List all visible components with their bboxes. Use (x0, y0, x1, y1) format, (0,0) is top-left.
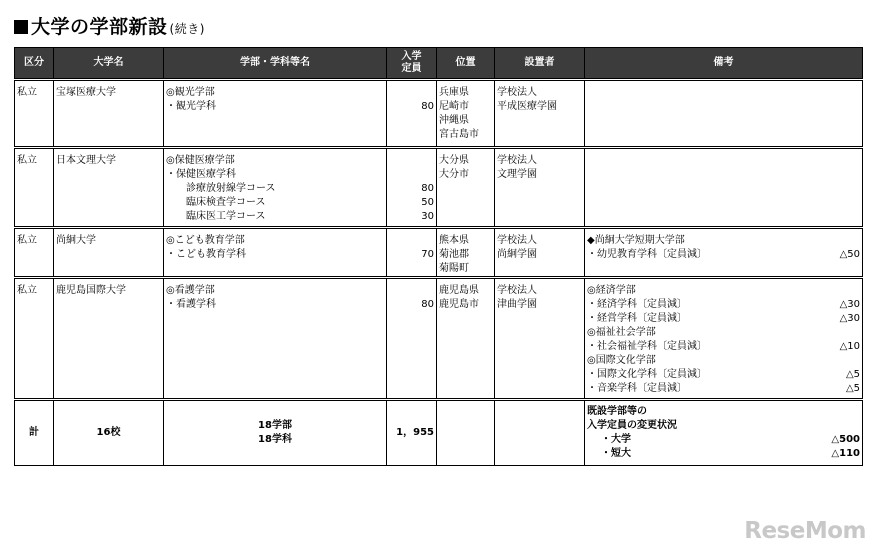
table-row (15, 228, 863, 278)
teiin-value: 70 (421, 249, 434, 260)
gakubu-line: ・観光学科 (166, 101, 216, 112)
biko-line (587, 340, 860, 354)
total-daigaku-line (587, 433, 860, 447)
cell-gakubu (164, 148, 387, 228)
biko-value: △50 (839, 249, 860, 260)
teiin-value (389, 168, 434, 182)
setchisha-line: 津曲学園 (497, 299, 537, 310)
setchisha-line: 学校法人 (497, 87, 537, 98)
gakubu-line: ◎保健医療学部 (166, 155, 235, 166)
ichi-line: 兵庫県 (439, 87, 469, 98)
teiin-value: 80 (421, 183, 434, 194)
setchisha-line: 学校法人 (497, 235, 537, 246)
table-row (15, 278, 863, 400)
cell-gakubu (164, 80, 387, 148)
setchisha-line: 学校法人 (497, 155, 537, 166)
gakubu-line: ・看護学科 (166, 299, 216, 310)
teiin-value (389, 234, 434, 248)
biko-text: ・音楽学科〔定員減〕 (587, 383, 687, 394)
cell-biko (585, 278, 863, 400)
biko-value: △5 (845, 383, 860, 394)
table-row (15, 80, 863, 148)
page-title (14, 12, 205, 39)
cell-daigaku: 宝塚医療大学 (54, 80, 164, 148)
square-bullet-icon (14, 20, 28, 34)
gakubu-line: ◎観光学部 (166, 87, 215, 98)
ichi-line: 大分県 (439, 155, 469, 166)
biko-value: △5 (845, 369, 860, 380)
teiin-value (389, 154, 434, 168)
biko-line (587, 368, 860, 382)
biko-line (587, 248, 860, 262)
resemom-logo: ReseMom (744, 518, 866, 544)
total-gakubu (164, 400, 387, 466)
header-setchisha: 設置者 (495, 48, 585, 80)
biko-line (587, 326, 860, 340)
header-gakubu: 学部・学科等名 (164, 48, 387, 80)
gakubu-line: ・こども教育学科 (166, 249, 246, 260)
cell-ichi (437, 148, 495, 228)
total-schools: 16校 (54, 400, 164, 466)
teiin-value: 30 (421, 211, 434, 222)
cell-ichi (437, 278, 495, 400)
cell-teiin (387, 80, 437, 148)
ichi-line: 尼崎市 (439, 101, 469, 112)
cell-ichi (437, 228, 495, 278)
teiin-value (389, 86, 434, 100)
total-label: 計 (15, 400, 54, 466)
biko-text: ・幼児教育学科〔定員減〕 (587, 249, 707, 260)
cell-kubun: 私立 (15, 148, 54, 228)
biko-line (587, 354, 860, 368)
new-faculties-table (14, 47, 863, 466)
header-teiin (387, 48, 437, 80)
cell-daigaku: 日本文理大学 (54, 148, 164, 228)
teiin-value: 80 (421, 299, 434, 310)
cell-setchisha (495, 278, 585, 400)
gakubu-line: 診療放射線学コース (186, 183, 276, 194)
header-teiin-2: 定員 (401, 63, 422, 74)
biko-text: ◆尚絅大学短期大学部 (587, 235, 685, 246)
biko-line (587, 382, 860, 396)
biko-text: ・経済学科〔定員減〕 (587, 299, 687, 310)
cell-kubun: 私立 (15, 80, 54, 148)
ichi-line: 沖縄県 (439, 115, 469, 126)
setchisha-line: 学校法人 (497, 285, 537, 296)
biko-text: ◎福祉社会学部 (587, 327, 656, 338)
biko-text: ◎国際文化学部 (587, 355, 656, 366)
biko-value: △10 (839, 341, 860, 352)
cell-kubun: 私立 (15, 278, 54, 400)
ichi-line: 菊池郡 (439, 249, 469, 260)
cell-kubun: 私立 (15, 228, 54, 278)
total-tandai-value: △110 (831, 448, 860, 459)
biko-text: ・経営学科〔定員減〕 (587, 313, 687, 324)
biko-line (587, 312, 860, 326)
cell-gakubu (164, 278, 387, 400)
cell-setchisha (495, 228, 585, 278)
setchisha-line: 尚絅学園 (497, 249, 537, 260)
cell-daigaku: 鹿児島国際大学 (54, 278, 164, 400)
cell-biko (585, 228, 863, 278)
cell-biko (585, 148, 863, 228)
cell-biko (585, 80, 863, 148)
total-biko (585, 400, 863, 466)
cell-teiin (387, 228, 437, 278)
cell-setchisha (495, 80, 585, 148)
total-tandai-line (587, 447, 860, 461)
biko-line (587, 298, 860, 312)
gakubu-line: 臨床医工学コース (186, 211, 266, 222)
total-tandai-label: ・短大 (601, 448, 631, 459)
biko-text: ・国際文化学科〔定員減〕 (587, 369, 707, 380)
header-row (15, 48, 863, 80)
gakubu-line: ◎こども教育学部 (166, 235, 245, 246)
total-daigaku-label: ・大学 (601, 434, 631, 445)
ichi-line: 菊陽町 (439, 263, 469, 274)
biko-value: △30 (839, 313, 860, 324)
cell-teiin (387, 278, 437, 400)
cell-setchisha (495, 148, 585, 228)
header-biko: 備考 (585, 48, 863, 80)
total-setchisha (495, 400, 585, 466)
cell-daigaku: 尚絅大学 (54, 228, 164, 278)
cell-gakubu (164, 228, 387, 278)
gakubu-line: ◎看護学部 (166, 285, 215, 296)
biko-text: ・社会福祉学科〔定員減〕 (587, 341, 707, 352)
biko-text: ◎経済学部 (587, 285, 636, 296)
cell-teiin (387, 148, 437, 228)
teiin-value: 80 (421, 101, 434, 112)
gakubu-line: ・保健医療学科 (166, 169, 236, 180)
teiin-value: 50 (421, 197, 434, 208)
total-teiin: 1，955 (387, 400, 437, 466)
biko-line (587, 284, 860, 298)
teiin-value (389, 284, 434, 298)
header-daigaku: 大学名 (54, 48, 164, 80)
gakubu-line: 臨床検査学コース (186, 197, 266, 208)
total-row (15, 400, 863, 466)
total-biko-1: 既設学部等の (587, 406, 647, 417)
total-daigaku-value: △500 (831, 434, 860, 445)
title-text: 大学の学部新設 (31, 16, 168, 38)
header-kubun: 区分 (15, 48, 54, 80)
ichi-line: 鹿児島市 (439, 299, 479, 310)
total-gakubu-2: 18学科 (258, 434, 292, 445)
cell-ichi (437, 80, 495, 148)
header-teiin-1: 入学 (401, 51, 422, 62)
setchisha-line: 平成医療学園 (497, 101, 557, 112)
biko-value: △30 (839, 299, 860, 310)
ichi-line: 宮古島市 (439, 129, 479, 140)
total-gakubu-1: 18学部 (258, 420, 292, 431)
title-subtitle: (続き) (169, 22, 205, 36)
ichi-line: 鹿児島県 (439, 285, 479, 296)
ichi-line: 大分市 (439, 169, 469, 180)
table-row (15, 148, 863, 228)
setchisha-line: 文理学園 (497, 169, 537, 180)
total-biko-2: 入学定員の変更状況 (587, 420, 677, 431)
ichi-line: 熊本県 (439, 235, 469, 246)
header-ichi: 位置 (437, 48, 495, 80)
total-ichi (437, 400, 495, 466)
biko-line (587, 234, 860, 248)
